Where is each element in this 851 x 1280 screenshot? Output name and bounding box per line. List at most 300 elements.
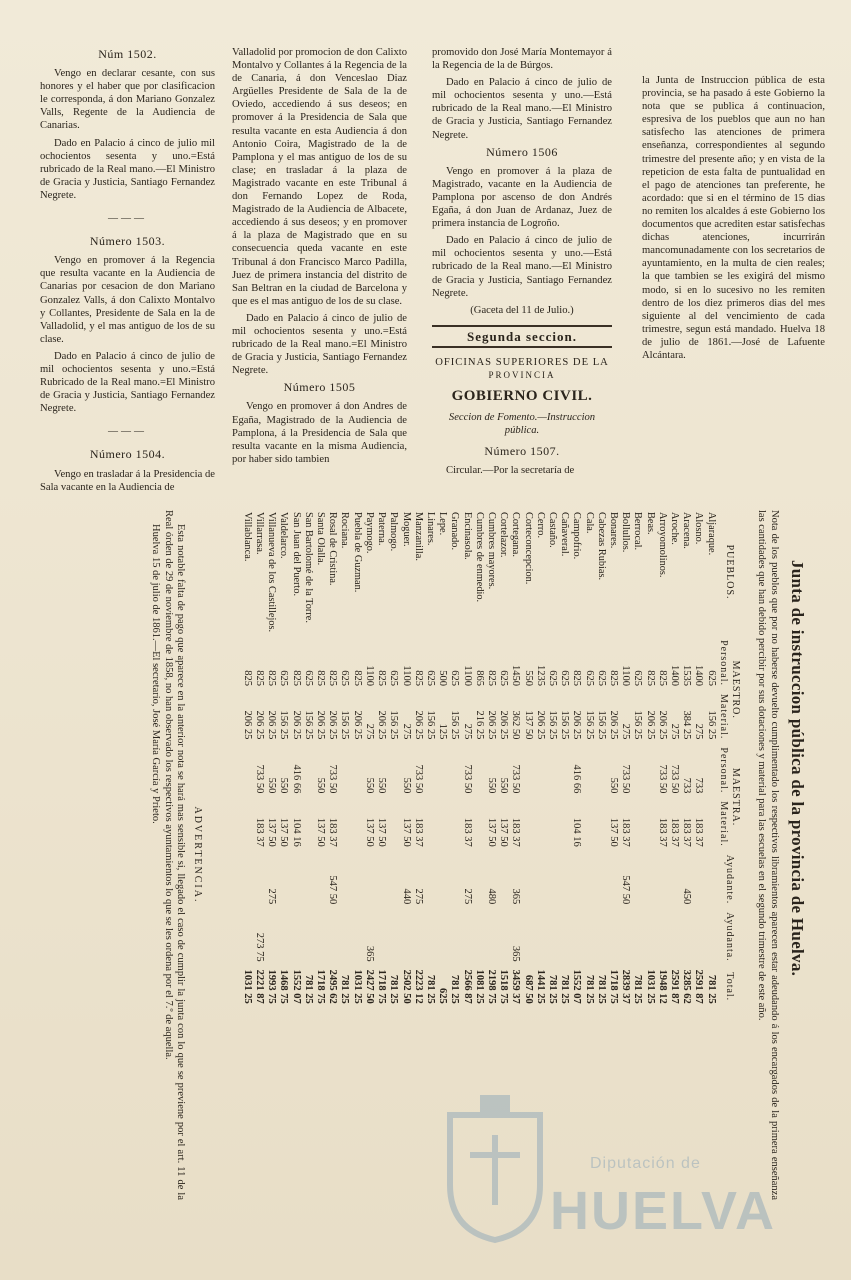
amount-cell: 206 25 [290,710,302,740]
amount-cell [668,851,680,908]
amount-cell: 550 [266,777,278,794]
amount-cell: 183 37 [510,817,522,847]
coat-of-arms-icon [440,1095,550,1245]
amount-cell: 781 25 [339,974,351,1004]
amount-cell: 625 [498,670,510,687]
column-4 [642,74,825,366]
amount-cell [460,908,472,965]
civil-government-heading: GOBIERNO CIVIL. [451,388,593,405]
amount-cell: 3459 37 [510,969,522,1004]
amount-cell: 1031 25 [644,969,656,1004]
amount-cell [424,797,436,850]
huelva-watermark-logo [420,1085,780,1260]
watermark-label: HUELVA [550,1181,776,1241]
amount-cell [241,908,253,965]
amount-cell: 1031 25 [241,969,253,1004]
town-name-cell: Aracena. [681,512,693,549]
amount-cell: 137 50 [266,817,278,847]
amount-cell [607,908,619,965]
amount-cell [656,908,668,965]
amount-cell [643,797,655,850]
amount-cell: 625 [546,670,558,687]
town-name-cell: Cañaveral. [559,512,571,557]
amount-cell: 216 25 [473,710,485,740]
amount-cell: 1552 07 [571,969,583,1004]
amount-cell [534,908,546,965]
amount-cell: 2839 37 [620,969,632,1004]
amount-cell [314,851,326,908]
town-name-cell: Linares. [424,512,436,546]
amount-cell [521,908,533,965]
decree-heading-1506: Número 1506 [486,144,558,159]
amount-cell: 625 [278,670,290,687]
amount-cell [448,797,460,850]
table-row [338,508,350,1008]
amount-cell: 733 50 [327,764,339,794]
amount-cell [473,908,485,965]
column-1 [40,46,215,498]
amount-cell: 1100 [620,665,632,687]
amount-cell: 625 [424,670,436,687]
amount-cell: 625 [559,670,571,687]
decree-heading-1502: Núm 1502. [98,47,157,61]
amount-cell: 781 25 [449,974,461,1004]
amount-cell [692,908,704,965]
amount-cell [595,908,607,965]
town-name-cell: Rociana. [339,512,351,549]
table-row [314,508,326,1008]
decree-signature: Dado en Palacio á cinco de julio de mil ochocientos sesenta y uno.=Está rubricado de la Real mano.=El Ministro de Gracia y Justicia, Santiago Fernandez Negrete. [232,312,407,377]
header-maestro: MAESTRO. [730,660,741,719]
amount-cell: 825 [351,670,363,687]
amount-cell: 1718 75 [315,969,327,1004]
amount-cell: 104 16 [571,817,583,847]
amount-cell: 1468 75 [278,969,290,1004]
amount-cell [704,851,716,908]
amount-cell: 183 37 [693,817,705,847]
amount-cell [631,908,643,965]
amount-cell: 825 [290,670,302,687]
amount-cell [375,908,387,965]
town-name-cell: Santa Olalla. [315,512,327,566]
decree-text: Vengo en declarar cesante, con sus honores y el haber que por clasificacion le corresponda, á don Mariano Gonzalez Valls, Regente de la Audiencia de Canarias. [40,68,215,132]
amount-cell: 550 [400,777,412,794]
amount-cell [387,743,399,797]
amount-cell: 1100 [461,665,473,687]
table-row [509,508,521,1008]
amount-cell: 206 25 [534,710,546,740]
amount-cell: 206 25 [412,710,424,740]
amount-cell: 1100 [400,665,412,687]
amount-cell: 781 25 [595,974,607,1004]
amount-cell: 1518 75 [498,969,510,1004]
amount-cell: 156 25 [559,710,571,740]
circular-text: Circular.—Por la secretaría de [446,465,575,477]
amount-cell: 183 37 [254,817,266,847]
town-name-cell: Cerro. [534,512,546,539]
amount-cell [643,743,655,797]
town-name-cell: Manzanilla. [412,512,424,561]
town-name-cell: San Juan del Puerto. [290,512,302,597]
amount-cell: 781 25 [424,974,436,1004]
amount-cell [277,851,289,908]
header-personal-2: Personal. [717,747,729,794]
amount-cell [534,743,546,797]
amount-cell: 206 25 [327,710,339,740]
amount-cell: 825 [254,670,266,687]
table-signature: Huelva 15 de julio de 1861.—El secretario, José María García y Prieto. [150,524,162,824]
table-title: Junta de instruccion pública de la provincia de Huelva. [788,560,807,977]
amount-cell: 781 25 [705,974,717,1004]
amount-cell [436,743,448,797]
amount-cell: 275 [461,888,473,905]
amount-cell [424,908,436,965]
amount-cell: 275 [620,723,632,740]
amount-cell: 550 [522,670,534,687]
amount-cell [387,908,399,965]
amount-cell [363,851,375,908]
town-name-cell: Paterna. [376,512,388,546]
amount-cell: 156 25 [449,710,461,740]
amount-cell [582,797,594,850]
advertencia-heading: ADVERTENCIA. [192,806,203,904]
amount-cell: 2221 87 [254,969,266,1004]
amount-cell [277,908,289,965]
amount-cell [302,797,314,850]
amount-cell: 156 25 [302,710,314,740]
table-row [448,508,460,1008]
advertencia-text: Esta notable falta de pago que aparece en la anterior nota se hará mas sensible si, llegado el caso de cumplir la junta con lo que se previene por el art. 11 de la Real órden de 29 de noviembre de 1858, no han observado los respectivos ayuntamientos lo que se les ordena por el 7.º de aquella. [163,510,187,1200]
header-pueblos: PUEBLOS. [723,544,735,600]
table-row [399,508,411,1008]
amount-cell [704,797,716,850]
amount-cell: 550 [498,777,510,794]
amount-cell: 275 [412,888,424,905]
table-row [668,508,680,1008]
table-row [412,508,424,1008]
table-row [351,508,363,1008]
amount-cell: 625 [632,670,644,687]
table-footer [149,510,203,1200]
amount-cell [253,851,265,908]
table-row [473,508,485,1008]
amount-cell [387,851,399,908]
table-row [643,508,655,1008]
amount-cell [570,908,582,965]
amount-cell: 547 50 [620,875,632,905]
amount-cell: 865 [473,670,485,687]
amount-cell [595,743,607,797]
amount-cell [338,743,350,797]
amount-cell [558,797,570,850]
town-name-cell: Bonares. [607,512,619,549]
town-name-cell: Cabezas Rubias. [595,512,607,581]
amount-cell [399,908,411,965]
table-row [436,508,448,1008]
amount-cell [692,851,704,908]
header-ayudanta: Ayudanta. [723,912,735,962]
amount-cell: 3285 62 [681,969,693,1004]
amount-cell: 825 [656,670,668,687]
town-name-cell: Moguer. [400,512,412,547]
amount-cell: 137 50 [363,817,375,847]
amount-cell: 206 25 [485,710,497,740]
amount-cell [289,908,301,965]
amount-cell: 1993 75 [266,969,278,1004]
amount-cell: 825 [376,670,388,687]
amount-cell: 480 [485,888,497,905]
table-row [546,508,558,1008]
amount-cell: 1718 75 [607,969,619,1004]
town-name-cell: Villablanca. [241,512,253,562]
amount-cell: 2591 87 [693,969,705,1004]
amount-cell [241,797,253,850]
table-row [680,508,692,1008]
amount-cell: 550 [363,777,375,794]
amount-cell [387,797,399,850]
amount-cell [546,851,558,908]
table-row [289,508,301,1008]
amount-cell [351,851,363,908]
amount-cell [326,908,338,965]
table-row [363,508,375,1008]
amount-cell: 2502 50 [400,969,412,1004]
amount-cell [534,851,546,908]
table-row [692,508,704,1008]
amount-cell: 550 [315,777,327,794]
amount-cell: 1441 25 [534,969,546,1004]
amount-cell: 1235 [534,665,546,687]
amount-cell [448,743,460,797]
amount-cell [436,851,448,908]
amount-cell [643,908,655,965]
table-row [424,508,436,1008]
amount-cell: 733 50 [510,764,522,794]
amount-cell: 137 50 [607,817,619,847]
amount-cell [436,908,448,965]
amount-cell: 137 50 [498,817,510,847]
town-name-cell: San Bartolomé de la Torre. [302,512,314,623]
amount-cell: 625 [583,670,595,687]
watermark-sub: Diputación de [590,1155,701,1172]
town-name-cell: Granado. [449,512,461,551]
amount-cell: 781 25 [632,974,644,1004]
amount-cell [351,797,363,850]
amount-cell: 2591 87 [668,969,680,1004]
amount-cell [570,851,582,908]
table-row [253,508,265,1008]
amount-cell [643,851,655,908]
town-name-cell: Beas. [644,512,656,535]
amount-cell: 1031 25 [351,969,363,1004]
amount-cell: 825 [327,670,339,687]
amount-cell: 416 66 [290,764,302,794]
amount-cell [668,908,680,965]
amount-cell: 625 [449,670,461,687]
amount-cell: 781 25 [388,974,400,1004]
amount-cell: 183 37 [412,817,424,847]
amount-cell: 2495 62 [327,969,339,1004]
town-name-cell: Villarrasa. [254,512,266,555]
amount-cell [436,797,448,850]
amount-cell: 550 [376,777,388,794]
table-row [485,508,497,1008]
amount-cell: 156 25 [583,710,595,740]
amount-cell [473,851,485,908]
table-row [631,508,643,1008]
amount-cell [656,851,668,908]
amount-cell: 733 [693,777,705,794]
amount-cell: 273 75 [254,932,266,962]
amount-cell [338,851,350,908]
town-name-cell: Paymogo. [363,512,375,554]
amount-cell: 550 [485,777,497,794]
amount-cell [631,797,643,850]
amount-cell: 125 [437,723,449,740]
town-name-cell: Cumbres mayores. [485,512,497,590]
circular-text: la Junta de Instruccion pública de esta provincia, se ha pasado á este Gobierno la nota que se publica á continuacion, espresiva de los pueblos que aun no han satisfecho las atenciones de primera enseñanza, correspondientes al segundo trimestre del presente año; y en vista de la repeticion de esta falta de puntualidad en el pago de atenciones tan preferente, he acordado: que si en el término de 15 dias no remiten los alcaldes á este Gobierno los documentos que acrediten estar satisfechas dichas atenciones, incurrirán mancomunadamente con los secretarios de ayuntamiento, en la multa de cien reales; la que tambien se les exigirá del mismo modo, si en lo sucesivo no les remiten dentro de los diez primeros dias del mes siguiente al del vencimiento de cada trimestre, segun está mandado. Huelva 18 de julio de 1861.—José de Lafuente Alcántara. [642,75,825,361]
town-name-cell: Rosal de Cristina. [327,512,339,586]
amount-cell: 781 25 [302,974,314,1004]
header-personal: Personal. [717,640,729,687]
amount-cell [607,851,619,908]
amount-cell: 733 50 [620,764,632,794]
decree-signature: Dado en Palacio á cinco de julio mil ochocientos sesenta y uno.=Está rubricado de la Real mano.—El Ministro de Gracia y Justicia, Santiago Fernandez Negrete. [40,137,215,201]
table-row [558,508,570,1008]
amount-cell: 825 [315,670,327,687]
decree-signature: Dado en Palacio á cinco de julio de mil ochocientos sesenta y uno.—Está rubricado de la Real mano.—El Ministro de Gracia y Justicia, Santiago Fernandez Negrete. [432,235,612,299]
town-name-cell: Cumbres de enmedio. [473,512,485,603]
amount-cell: 825 [644,670,656,687]
amount-cell: 156 25 [424,710,436,740]
amount-cell [582,851,594,908]
amount-cell: 625 [595,670,607,687]
amount-cell: 687 50 [522,974,534,1004]
separator: ——— [108,213,147,225]
amount-cell [473,743,485,797]
amount-cell: 183 37 [327,817,339,847]
decree-heading-1505: Número 1505 [283,380,356,395]
amount-cell: 825 [412,670,424,687]
table-row [619,508,631,1008]
amount-cell [582,743,594,797]
table-row [582,508,594,1008]
amount-cell [314,908,326,965]
amount-cell: 825 [485,670,497,687]
amount-cell [448,851,460,908]
amount-cell: 781 25 [583,974,595,1004]
table-row [607,508,619,1008]
town-name-cell: Lepe. [437,512,449,536]
table-row [326,508,338,1008]
amount-cell: 1100 [363,665,375,687]
amount-cell: 275 [668,723,680,740]
amount-cell: 625 [302,670,314,687]
fomento-heading: Seccion de Fomento.—Instruccion pública. [448,412,596,437]
amount-cell [241,851,253,908]
header-ayudante: Ayudante. [723,854,735,905]
town-name-cell: Castaño. [546,512,558,548]
amount-cell [473,797,485,850]
amount-cell: 781 25 [559,974,571,1004]
amount-cell: 275 [693,723,705,740]
table-row [265,508,277,1008]
table-row [656,508,668,1008]
amount-cell: 206 25 [351,710,363,740]
amount-cell [595,797,607,850]
amount-cell [631,851,643,908]
header-material-2: Material. [717,801,729,847]
table-row [375,508,387,1008]
town-name-cell: Arroyomolinos. [656,512,668,578]
amount-cell: 365 [510,888,522,905]
amount-cell: 137 50 [400,817,412,847]
amount-cell: 547 50 [327,875,339,905]
column-2 [232,46,407,470]
amount-cell: 137 50 [278,817,290,847]
amount-cell: 550 [607,777,619,794]
town-name-cell: Campofrio. [571,512,583,560]
amount-cell [351,908,363,965]
town-name-cell: Cortegana. [510,512,522,557]
amount-cell: 183 37 [668,817,680,847]
town-name-cell: Villanueva de los Castillejos. [266,512,278,633]
amount-cell: 206 25 [656,710,668,740]
amount-cell: 137 50 [315,817,327,847]
amount-cell [351,743,363,797]
amount-cell: 781 25 [546,974,558,1004]
table-row [497,508,509,1008]
amount-cell [302,908,314,965]
amount-cell [497,851,509,908]
gaceta-source: (Gaceta del 11 de Julio.) [470,304,574,316]
table-row [595,508,607,1008]
amount-cell: 137 50 [485,817,497,847]
amount-cell: 733 50 [412,764,424,794]
header-maestra: MAESTRA. [730,767,741,827]
column-3 [432,46,612,482]
decree-heading-1504: Número 1504. [89,447,166,462]
amount-cell: 275 [363,723,375,740]
amount-cell [534,797,546,850]
amount-cell: 156 25 [632,710,644,740]
amount-cell: 1948 12 [656,969,668,1004]
amount-cell [485,908,497,965]
amount-cell: 2198 75 [485,969,497,1004]
amount-cell: 104 16 [290,817,302,847]
amount-cell: 625 [339,670,351,687]
amount-cell: 440 [400,888,412,905]
amount-cell: 450 [681,888,693,905]
amount-cell: 733 50 [656,764,668,794]
decree-text: Vengo en trasladar á la Presidencia de Sala vacante en la Audiencia de [40,468,215,493]
amount-cell [448,908,460,965]
decree-text: Vengo en promover á la plaza de Magistrado, vacante en la Audiencia de Pamplona por ascenso de don Andrés Egaña, á don Juan de Ardanaz, Juez de primera instancia de Logroño. [432,165,612,230]
amount-cell: 206 25 [376,710,388,740]
amount-cell: 825 [241,670,253,687]
amount-cell: 625 [705,670,717,687]
amount-cell: 733 [681,777,693,794]
amount-cell [595,851,607,908]
amount-cell: 183 37 [461,817,473,847]
amount-cell [546,797,558,850]
decree-signature: Dado en Palacio á cinco de julio de mil ochocientos sesenta y uno.—Está rubricado de la Real mano.—El Ministro de Gracia y Justicia, Santiago Fernandez Negrete. [432,77,612,141]
amount-cell: 500 [437,670,449,687]
table-row [277,508,289,1008]
decree-heading-1503: Número 1503. [89,234,166,249]
amount-cell [289,851,301,908]
amount-cell: 384 25 [681,710,693,740]
